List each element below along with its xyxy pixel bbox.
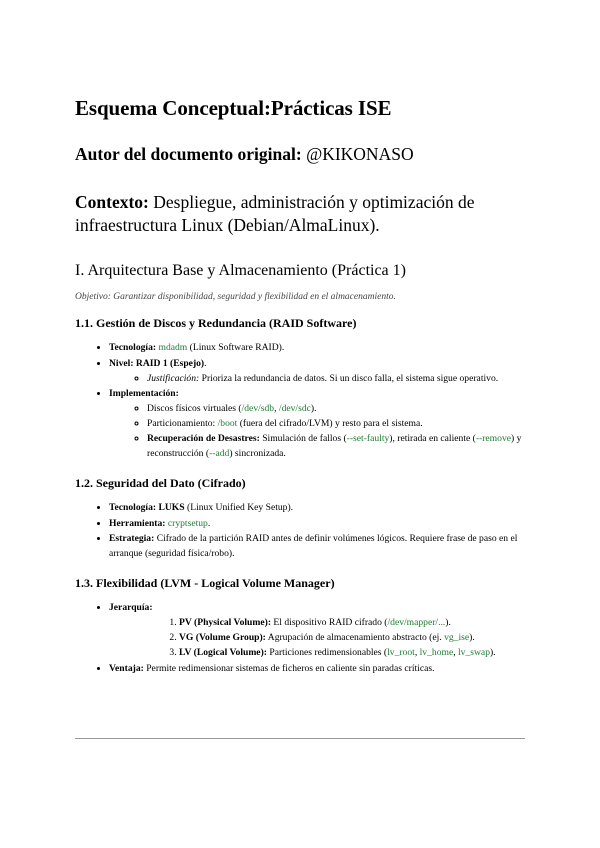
term-lv-home: lv_home (419, 646, 454, 658)
sublist (109, 372, 530, 387)
item-text: ). (445, 617, 451, 629)
list-item (147, 432, 530, 462)
item-text: Simulación de fallos ( (259, 433, 347, 445)
term-set-faulty: --set-faulty (346, 433, 390, 445)
item-text: (fuera del cifrado/LVM) y resto para el sistema. (237, 418, 423, 430)
list-item (147, 372, 530, 387)
list-item (109, 387, 530, 461)
item-label: Ventaja: (109, 662, 144, 674)
term-dev-mapper: /dev/mapper/... (387, 617, 446, 629)
item-text: Cifrado de la partición RAID antes de definir volúmenes lógicos. Requiere frase de paso en el arranque (seguridad física/robo). (109, 533, 518, 560)
item-text: El dispositivo RAID cifrado ( (271, 617, 388, 629)
item-text: (Linux Unified Key Setup). (184, 501, 294, 513)
item-text: (Linux Software RAID). (187, 341, 285, 353)
item-label: VG (Volume Group): (179, 631, 266, 643)
item-text: ) sincronizada. (229, 447, 286, 459)
term-vg-ise: vg_ise (444, 631, 470, 643)
context-label: Contexto: (75, 191, 149, 212)
subsection-1-2-heading: 1.2. Seguridad del Dato (Cifrado) (75, 475, 246, 490)
item-text: ). (310, 403, 317, 415)
item-label: Justificación: (147, 372, 200, 384)
subsection-1-1-heading: 1.1. Gestión de Discos y Redundancia (RAID Software) (75, 315, 357, 330)
term-remove: --remove (475, 433, 512, 445)
item-text: . (204, 357, 207, 369)
list-item (109, 357, 530, 387)
term-cryptsetup: cryptsetup (165, 517, 208, 529)
item-text: Agrupación de almacenamiento abstracto (ej. (265, 631, 445, 643)
section-1-objective: Objetivo: Garantizar disponibilidad, seguridad y flexibilidad en el almacenamiento. (75, 291, 396, 302)
item-label: Recuperación de Desastres: (147, 433, 260, 445)
item-text: Particionamiento: (147, 418, 218, 430)
term-lv-swap: lv_swap (458, 646, 490, 658)
item-text: Prioriza la redundancia de datos. Si un disco falla, el sistema sigue operativo. (199, 372, 499, 384)
item-label: Estrategia: (109, 533, 155, 545)
list-item (109, 662, 530, 677)
item-label: PV (Physical Volume): (179, 617, 272, 629)
item-label: Tecnología: LUKS (109, 501, 185, 513)
context-value: Despliegue, administración y optimización de infraestructura Linux (Debian/AlmaLinux). (75, 191, 475, 236)
term-lv-root: lv_root (387, 646, 415, 658)
item-text: Discos físicos virtuales ( (147, 403, 242, 415)
item-label: Nivel: RAID 1 (Espejo) (109, 357, 205, 369)
list-item (109, 601, 530, 660)
term-mdadm: mdadm (156, 341, 188, 353)
item-text: ). (490, 646, 496, 658)
sublist (109, 402, 530, 461)
term-dev-sdc: /dev/sdc (278, 403, 311, 415)
item-text: ) y reconstrucción ( (147, 433, 522, 459)
list-item (179, 646, 530, 661)
document-title: Esquema Conceptual:Prácticas ISE (75, 96, 392, 120)
subsection-1-3-heading: 1.3. Flexibilidad (LVM - Logical Volume Manager) (75, 576, 335, 591)
list-item (109, 532, 530, 562)
term-add: --add (209, 447, 230, 459)
horizontal-rule (75, 738, 525, 739)
item-text: ), retirada en caliente ( (389, 433, 476, 445)
list-item (179, 631, 530, 646)
term-dev-sdb: /dev/sdb (241, 403, 275, 415)
list-item (179, 616, 530, 631)
context-line (75, 191, 530, 238)
term-boot: /boot (217, 418, 238, 430)
item-text: Permite redimensionar sistemas de ficheros en caliente sin paradas críticas. (143, 662, 435, 674)
author-line (75, 143, 530, 167)
item-text: , (453, 646, 459, 658)
list-item (109, 341, 530, 356)
subsection-1-3-list (75, 601, 530, 676)
list-item (109, 517, 530, 532)
item-text: , (414, 646, 420, 658)
item-label: Herramienta: (109, 517, 166, 529)
numbered-sublist (109, 616, 530, 661)
item-label: Tecnología: (109, 341, 157, 353)
subsection-1-2-list (75, 501, 530, 562)
item-text: . (207, 517, 211, 529)
section-1-title: I. Arquitectura Base y Almacenamiento (Práctica 1) (75, 261, 406, 279)
item-label: LV (Logical Volume): (179, 646, 267, 658)
subsection-1-1-list (75, 341, 530, 462)
list-item (147, 417, 530, 432)
author-value: @KIKONASO (301, 144, 414, 164)
item-text: , (274, 403, 279, 415)
item-text: Particiones redimensionables ( (266, 646, 388, 658)
list-item (147, 402, 530, 417)
document-body (75, 96, 530, 690)
list-item (109, 501, 530, 516)
item-label: Implementación: (109, 388, 179, 400)
item-text: ). (469, 631, 475, 643)
item-label: Jerarquía: (109, 602, 153, 614)
author-label: Autor del documento original: (75, 144, 302, 164)
